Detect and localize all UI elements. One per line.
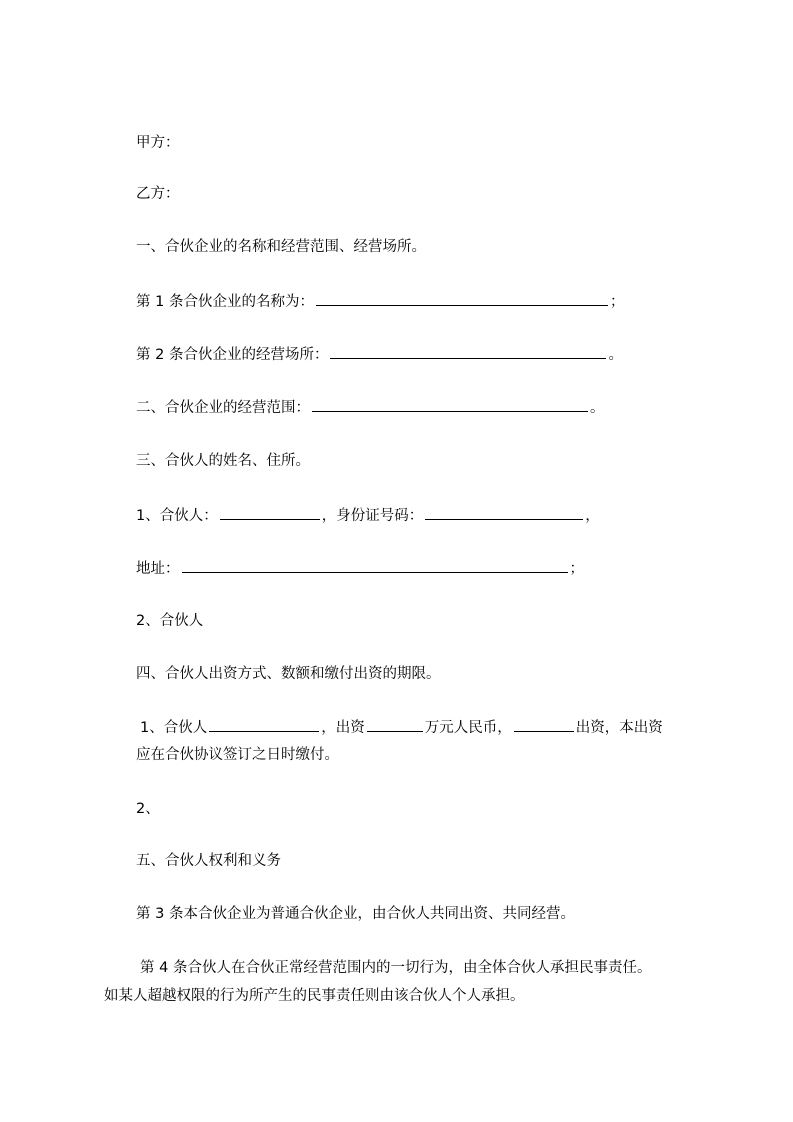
contribution-1-line2 xyxy=(136,745,339,765)
article-4-text-1: 第 4 条合伙人在合伙正常经营范围内的一切行为，由全体合伙人承担民事责任。 xyxy=(140,960,652,976)
article-4-text-2: 如某人超越权限的行为所产生的民事责任则由该合伙人个人承担。 xyxy=(104,988,525,1004)
section-3-title xyxy=(136,451,310,471)
section-4-title xyxy=(136,664,441,684)
section-2-suffix: 。 xyxy=(590,400,605,416)
contribution-currency-label: 万元人民币， xyxy=(424,720,512,736)
partner-1-suffix: ， xyxy=(585,508,600,524)
article-3-text: 第 3 条本合伙企业为普通合伙企业，由合伙人共同出资、共同经营。 xyxy=(136,906,575,922)
address-blank xyxy=(182,558,568,573)
section-1-text: 一、合伙企业的名称和经营范围、经营场所。 xyxy=(136,239,426,255)
section-5-title xyxy=(136,851,281,871)
contribution-amount-label: ，出资 xyxy=(321,720,365,736)
contribution-method-label: 出资，本出资 xyxy=(575,720,663,736)
firm-name-blank xyxy=(316,291,608,306)
party-a-label: 甲方： xyxy=(136,135,180,151)
section-1-title xyxy=(136,237,426,257)
contribution-2-line xyxy=(136,799,160,819)
article-1-suffix: ； xyxy=(609,294,625,310)
section-3-text: 三、合伙人的姓名、住所。 xyxy=(136,453,310,469)
contribution-1-line1 xyxy=(140,717,663,738)
contribution-2-label: 2、 xyxy=(136,801,160,817)
business-scope-blank xyxy=(312,397,588,412)
article-3-line xyxy=(136,904,575,924)
party-a-line xyxy=(136,133,180,153)
contribution-amount-blank xyxy=(367,717,423,732)
address-suffix: ； xyxy=(569,561,584,577)
section-5-text: 五、合伙人权利和义务 xyxy=(136,853,281,869)
article-2-suffix: 。 xyxy=(608,347,623,363)
partner-2-label: 2、合伙人 xyxy=(136,613,204,629)
id-number-label: ，身份证号码： xyxy=(321,508,424,524)
id-number-blank xyxy=(425,505,583,520)
party-b-label: 乙方： xyxy=(136,186,180,202)
article-4-line1 xyxy=(140,958,651,978)
article-1-label: 第 1 条合伙企业的名称为： xyxy=(136,294,314,310)
article-2-label: 第 2 条合伙企业的经营场所： xyxy=(136,347,329,363)
contribution-method-blank xyxy=(514,717,574,732)
business-location-blank xyxy=(330,344,606,359)
section-2-label: 二、合伙企业的经营范围： xyxy=(136,400,310,416)
contribution-deadline-text: 应在合伙协议签订之日时缴付。 xyxy=(136,747,339,763)
partner-1-label: 1、合伙人： xyxy=(136,508,218,524)
article-1-line xyxy=(136,291,624,312)
contribution-partner-label: 1、合伙人 xyxy=(140,720,208,736)
partner-1-line xyxy=(136,505,600,526)
contribution-partner-blank xyxy=(209,717,319,732)
article-4-line2 xyxy=(104,986,525,1006)
article-2-line xyxy=(136,344,623,365)
party-b-line xyxy=(136,184,180,204)
section-4-text: 四、合伙人出资方式、数额和缴付出资的期限。 xyxy=(136,666,441,682)
section-2-line xyxy=(136,397,605,418)
address-label: 地址： xyxy=(136,561,180,577)
partner-name-blank xyxy=(220,505,320,520)
address-line xyxy=(136,558,584,579)
partner-2-line xyxy=(136,611,203,631)
